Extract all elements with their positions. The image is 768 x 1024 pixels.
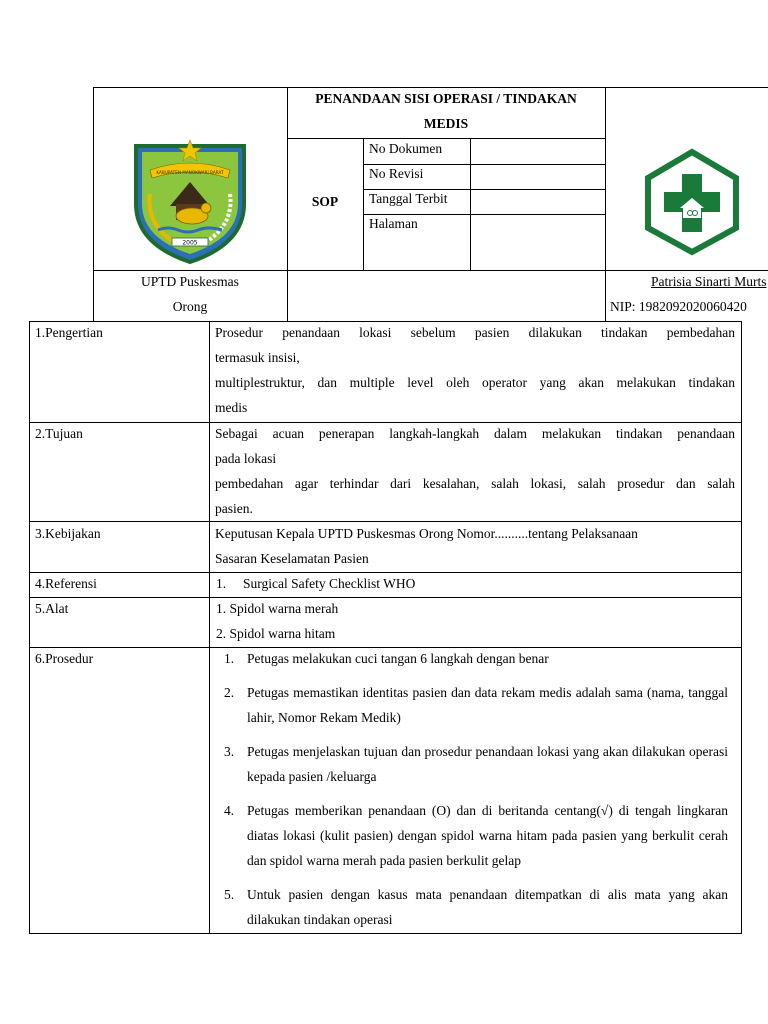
kabupaten-logo bbox=[128, 134, 252, 266]
doc-field-tanggal-terbit: Tanggal Terbit bbox=[369, 191, 448, 206]
content-tujuan: Sebagai acuan penerapan langkah-langkah dalam melakukan tindakan penandaan pada lokasi pembedahan agar terhindar dari kesalahan, salah lokasi, salah prosedur dan salah pasien. bbox=[215, 426, 735, 516]
content-prosedur bbox=[212, 646, 728, 941]
signer-name: Patrisia Sinarti Murts bbox=[651, 274, 767, 289]
prosedur-step: 2. Petugas memastikan identitas pasien dan data rekam medis adalah sama (nama, tanggal lahir, Nomor Rekam Medik) bbox=[224, 685, 728, 725]
label-kebijakan: 3.Kebijakan bbox=[35, 526, 101, 541]
content-alat bbox=[216, 596, 338, 646]
signer-block bbox=[605, 269, 768, 319]
document-title: PENANDAAN SISI OPERASI / TINDAKAN MEDIS bbox=[315, 91, 577, 131]
doc-field-no-dokumen: No Dokumen bbox=[369, 141, 443, 156]
logo-year: 2005 bbox=[182, 239, 198, 247]
sop-label: SOP bbox=[311, 194, 339, 209]
unit-name: UPTD Puskesmas Orong bbox=[141, 274, 239, 314]
label-tujuan: 2.Tujuan bbox=[35, 426, 83, 441]
label-alat: 5.Alat bbox=[35, 601, 69, 616]
prosedur-step: 5. Untuk pasien dengan kasus mata penandaan ditempatkan di alis mata yang akan dilakukan tindakan operasi bbox=[224, 887, 728, 927]
referensi-item: Surgical Safety Checklist WHO bbox=[243, 576, 416, 591]
doc-field-no-revisi: No Revisi bbox=[369, 166, 424, 181]
doc-field-halaman: Halaman bbox=[369, 216, 418, 231]
label-prosedur: 6.Prosedur bbox=[35, 651, 94, 666]
label-pengertian: 1.Pengertian bbox=[35, 325, 103, 340]
signer-nip: NIP: 1982092020060420 bbox=[610, 299, 747, 314]
prosedur-step: 4. Petugas memberikan penandaan (O) dan di beritanda centang(√) di tengah lingkaran diatas lokasi (kulit pasien) dengan spidol warna hitam pada pasien yang berkulit cerah dan spidol warna merah pada pasien berkulit gelap bbox=[224, 803, 728, 868]
content-pengertian: Prosedur penandaan lokasi sebelum pasien dilakukan tindakan pembedahan termasuk insisi, multiplestruktur, dan multiple level oleh operator yang akan melakukan tindakan medis bbox=[215, 325, 735, 415]
alat-item: 2. Spidol warna hitam bbox=[216, 626, 336, 641]
puskesmas-logo bbox=[634, 148, 750, 256]
referensi-number: 1. bbox=[216, 576, 227, 591]
alat-item: 1. Spidol warna merah bbox=[216, 601, 339, 616]
content-kebijakan: Keputusan Kepala UPTD Puskesmas Orong Nomor..........tentang Pelaksanaan Sasaran Keselamatan Pasien bbox=[215, 526, 638, 566]
label-referensi: 4.Referensi bbox=[35, 576, 97, 591]
logo-ribbon-text: KABUPATEN MANOKWARI BARAT bbox=[156, 170, 224, 175]
prosedur-step: 1. Petugas melakukan cuci tangan 6 langkah dengan benar bbox=[224, 651, 549, 666]
prosedur-step: 3. Petugas menjelaskan tujuan dan prosedur penandaan lokasi yang akan dilakukan operasi kepada pasien /keluarga bbox=[224, 744, 728, 784]
